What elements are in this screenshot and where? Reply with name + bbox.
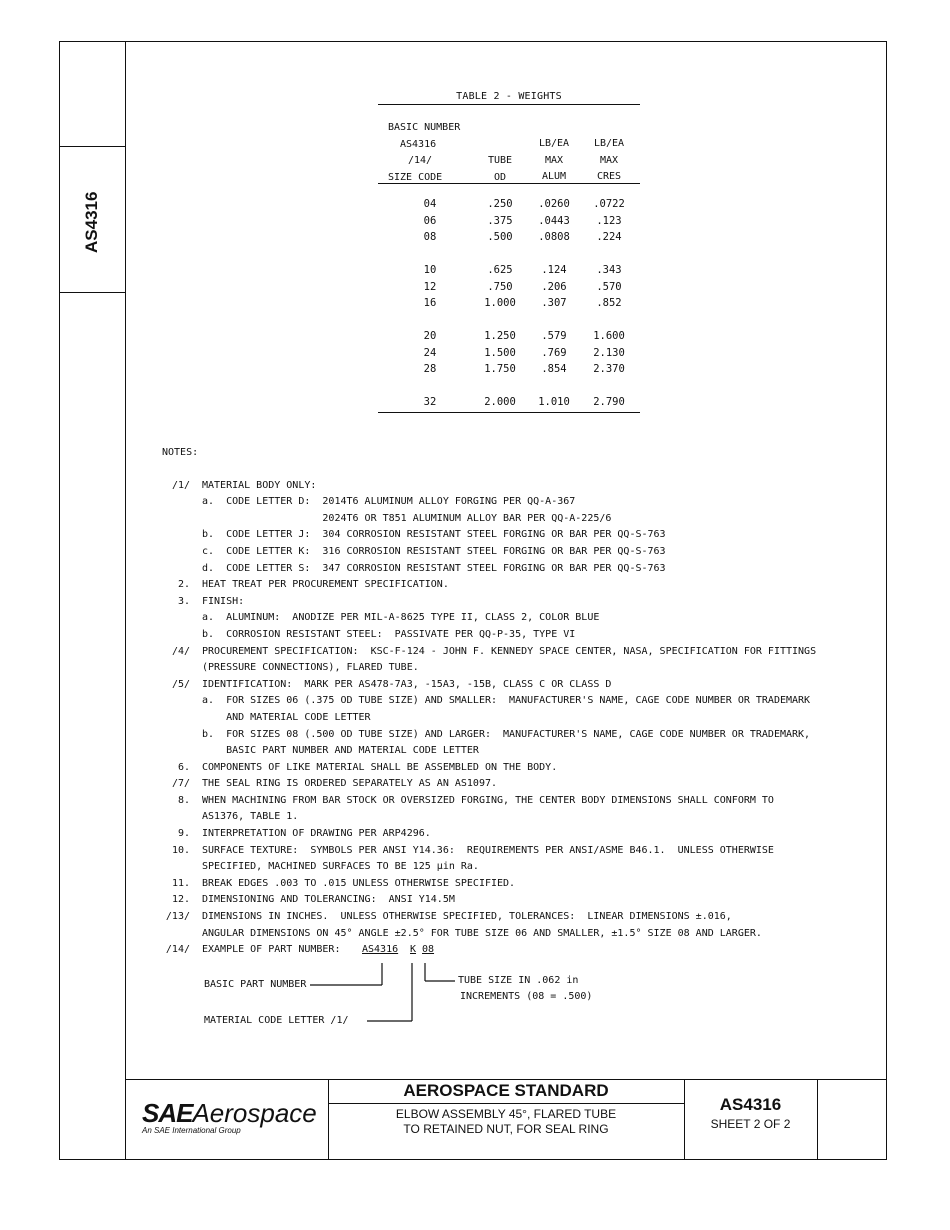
note-line <box>160 561 860 578</box>
header-rule <box>378 183 640 184</box>
note-text: DIMENSIONS IN INCHES. UNLESS OTHERWISE SPECIFIED, TOLERANCES: LINEAR DIMENSIONS ±.016, <box>202 911 732 923</box>
note-text: EXAMPLE OF PART NUMBER: <box>202 944 341 956</box>
table-cell: 32 <box>423 396 437 408</box>
document-number: AS4316 <box>719 1095 782 1114</box>
table-cell: .579 <box>541 330 567 342</box>
table-top-rule <box>378 104 640 105</box>
note-text: INTERPRETATION OF DRAWING PER ARP4296. <box>202 828 431 840</box>
note-number: 11. <box>171 877 190 889</box>
table-cell: 04 <box>423 198 437 210</box>
table-cell: 1.600 <box>593 330 625 342</box>
note-text: FINISH: <box>202 595 245 607</box>
note-line <box>160 478 860 495</box>
note-line <box>160 926 860 943</box>
note-line <box>160 727 860 744</box>
note-text: SPECIFIED, MACHINED SURFACES TO BE 125 μin Ra. <box>202 861 479 873</box>
table-title: TABLE 2 - WEIGHTS <box>456 91 562 102</box>
note-text: WHEN MACHINING FROM BAR STOCK OR OVERSIZED FORGING, THE CENTER BODY DIMENSIONS SHALL CONFORM TO <box>202 794 774 806</box>
title-block-divider <box>328 1103 684 1104</box>
note-line <box>160 743 860 760</box>
note-line <box>160 942 860 959</box>
note-line <box>160 627 860 644</box>
table-cell: .500 <box>487 231 513 244</box>
table-cell: 16 <box>423 297 437 310</box>
note-text: a. FOR SIZES 06 (.375 OD TUBE SIZE) AND SMALLER: MANUFACTURER'S NAME, CAGE CODE NUMBER OR TRADEMARK <box>202 695 811 707</box>
table-cell: 08 <box>423 231 437 244</box>
table-bottom-rule <box>378 412 640 413</box>
table-cell: .124 <box>541 264 567 276</box>
title-block-divider <box>817 1079 818 1160</box>
table-cell: 1.500 <box>484 346 516 359</box>
note-text: c. CODE LETTER K: 316 CORROSION RESISTANT STEEL FORGING OR BAR PER QQ-S-763 <box>202 545 666 557</box>
note-line <box>160 826 860 843</box>
frame-inner-border <box>125 41 126 1160</box>
note-line <box>160 760 860 777</box>
note-number: /14/ <box>165 944 190 956</box>
table-cell: 2.370 <box>593 363 625 376</box>
table-cell: .0443 <box>538 214 570 227</box>
note-line <box>160 577 860 594</box>
table-cell: 1.010 <box>538 396 570 408</box>
note-line <box>160 776 860 793</box>
note-number: 2. <box>177 579 190 591</box>
note-text: b. CODE LETTER J: 304 CORROSION RESISTANT STEEL FORGING OR BAR PER QQ-S-763 <box>202 529 666 541</box>
note-number: /1/ <box>171 479 190 491</box>
table-cell: .0260 <box>538 198 570 210</box>
table-cell: 24 <box>423 346 437 359</box>
note-line <box>160 793 860 810</box>
note-text: COMPONENTS OF LIKE MATERIAL SHALL BE ASSEMBLED ON THE BODY. <box>202 761 558 773</box>
note-text: a. ALUMINUM: ANODIZE PER MIL-A-8625 TYPE II, CLASS 2, COLOR BLUE <box>202 612 600 624</box>
title-block-border <box>125 1079 887 1080</box>
note-line <box>160 859 860 876</box>
table-cell: 2.000 <box>484 396 516 408</box>
table-cell: 28 <box>423 363 437 376</box>
note-line <box>160 594 860 611</box>
note-number: 10. <box>171 844 190 856</box>
note-line <box>160 876 860 893</box>
table-cell: 10 <box>423 264 437 276</box>
note-text: 2024T6 OR T851 ALUMINUM ALLOY BAR PER QQ-A-225/6 <box>202 512 612 524</box>
note-line <box>160 809 860 826</box>
table-cell: .750 <box>487 280 513 293</box>
note-text: b. CORROSION RESISTANT STEEL: PASSIVATE PER QQ-P-35, TYPE VI <box>202 628 576 640</box>
notes-heading: NOTES: <box>162 447 199 458</box>
note-number: /7/ <box>171 778 190 790</box>
standard-title: AEROSPACE STANDARD <box>403 1081 609 1100</box>
header-tube-od: TUBE OD <box>487 155 513 183</box>
note-text: a. CODE LETTER D: 2014T6 ALUMINUM ALLOY FORGING PER QQ-A-367 <box>202 496 576 508</box>
note-line <box>160 610 860 627</box>
side-document-number: AS4316 <box>82 191 101 253</box>
table-cell: .206 <box>541 280 567 293</box>
sheet-number: SHEET 2 OF 2 <box>710 1117 791 1131</box>
table-cell: .224 <box>596 231 622 244</box>
table-cell: .123 <box>596 214 622 227</box>
note-text: ANGULAR DIMENSIONS ON 45° ANGLE ±2.5° FOR TUBE SIZE 06 AND SMALLER, ±1.5° SIZE 08 AND LARGER. <box>202 927 762 939</box>
note-text: MATERIAL BODY ONLY: <box>202 479 317 491</box>
note-number: 8. <box>177 794 190 806</box>
header-basic-number: BASIC NUMBER AS4316 /14/ SIZE CODE <box>388 122 461 183</box>
table-cell: .769 <box>541 346 567 359</box>
note-text: IDENTIFICATION: MARK PER AS478-7A3, -15A3, -15B, CLASS C OR CLASS D <box>202 678 612 690</box>
table-cell: 1.250 <box>484 330 516 342</box>
note-text: AS1376, TABLE 1. <box>202 811 299 823</box>
note-line <box>160 494 860 511</box>
header-lb-alum: LB/EA MAX ALUM <box>538 138 570 182</box>
note-line <box>160 693 860 710</box>
note-number: 6. <box>177 761 190 773</box>
note-line <box>160 644 860 661</box>
table-cell: .852 <box>596 297 622 310</box>
table-cell: 06 <box>423 214 437 227</box>
table-cell: .343 <box>596 264 622 276</box>
note-number: /5/ <box>171 678 190 690</box>
table-cell: 1.000 <box>484 297 516 310</box>
table-cell: .0722 <box>593 198 625 210</box>
note-text: DIMENSIONING AND TOLERANCING: ANSI Y14.5M <box>202 894 455 906</box>
table-cell: 12 <box>423 280 437 293</box>
table-cell: .0808 <box>538 231 570 244</box>
note-number: /13/ <box>165 911 190 923</box>
note-text: BREAK EDGES .003 TO .015 UNLESS OTHERWISE SPECIFIED. <box>202 877 516 889</box>
note-text: BASIC PART NUMBER AND MATERIAL CODE LETTER <box>202 745 479 757</box>
standard-description: ELBOW ASSEMBLY 45°, FLARED TUBE TO RETAINED NUT, FOR SEAL RING <box>395 1107 617 1136</box>
note-text: (PRESSURE CONNECTIONS), FLARED TUBE. <box>202 662 419 674</box>
note-line <box>160 527 860 544</box>
note-number: /4/ <box>171 645 190 657</box>
note-text: PROCUREMENT SPECIFICATION: KSC-F-124 - JOHN F. KENNEDY SPACE CENTER, NASA, SPECIFICATION FOR FITTINGS <box>202 645 817 657</box>
note-line <box>160 660 860 677</box>
header-lb-cres: LB/EA MAX CRES <box>593 138 625 182</box>
note-text: THE SEAL RING IS ORDERED SEPARATELY AS AN AS1097. <box>202 778 498 790</box>
part-number-example: AS4316 K 08 BASIC PART NUMBER TUBE SIZE IN .062 in INCREMENTS (08 = .500) MATERIAL CODE LETTER /1/ <box>160 959 860 1059</box>
note-text: AND MATERIAL CODE LETTER <box>202 711 371 723</box>
note-text: HEAT TREAT PER PROCUREMENT SPECIFICATION. <box>202 579 449 591</box>
table-cell: .570 <box>596 280 622 293</box>
note-number: 9. <box>177 828 190 840</box>
note-text: b. FOR SIZES 08 (.500 OD TUBE SIZE) AND LARGER: MANUFACTURER'S NAME, CAGE CODE NUMBER OR TRADEMARK, <box>202 728 811 740</box>
note-line <box>160 511 860 528</box>
note-line <box>160 544 860 561</box>
table-cell: 20 <box>423 330 437 342</box>
table-cell: 2.790 <box>593 396 625 408</box>
table-cell: .625 <box>487 264 513 276</box>
note-line <box>160 909 860 926</box>
table-cell: .250 <box>487 198 513 210</box>
note-line <box>160 710 860 727</box>
side-divider <box>59 146 126 147</box>
note-text: d. CODE LETTER S: 347 CORROSION RESISTANT STEEL FORGING OR BAR PER QQ-S-763 <box>202 562 666 574</box>
sae-aerospace-logo: SAEAerospace An SAE International Group <box>142 1098 317 1135</box>
table-cell: .854 <box>541 363 567 376</box>
table-cell: .307 <box>541 297 567 310</box>
note-line <box>160 843 860 860</box>
table-cell: 2.130 <box>593 346 625 359</box>
note-line <box>160 677 860 694</box>
notes-section <box>160 445 860 1059</box>
table-cell: .375 <box>487 214 513 227</box>
note-text: SURFACE TEXTURE: SYMBOLS PER ANSI Y14.36: REQUIREMENTS PER ANSI/ASME B46.1. UNLESS OTHERWISE <box>202 844 774 856</box>
note-line <box>160 892 860 909</box>
note-number: 12. <box>171 894 190 906</box>
table-cell: 1.750 <box>484 363 516 376</box>
note-number: 3. <box>177 595 190 607</box>
